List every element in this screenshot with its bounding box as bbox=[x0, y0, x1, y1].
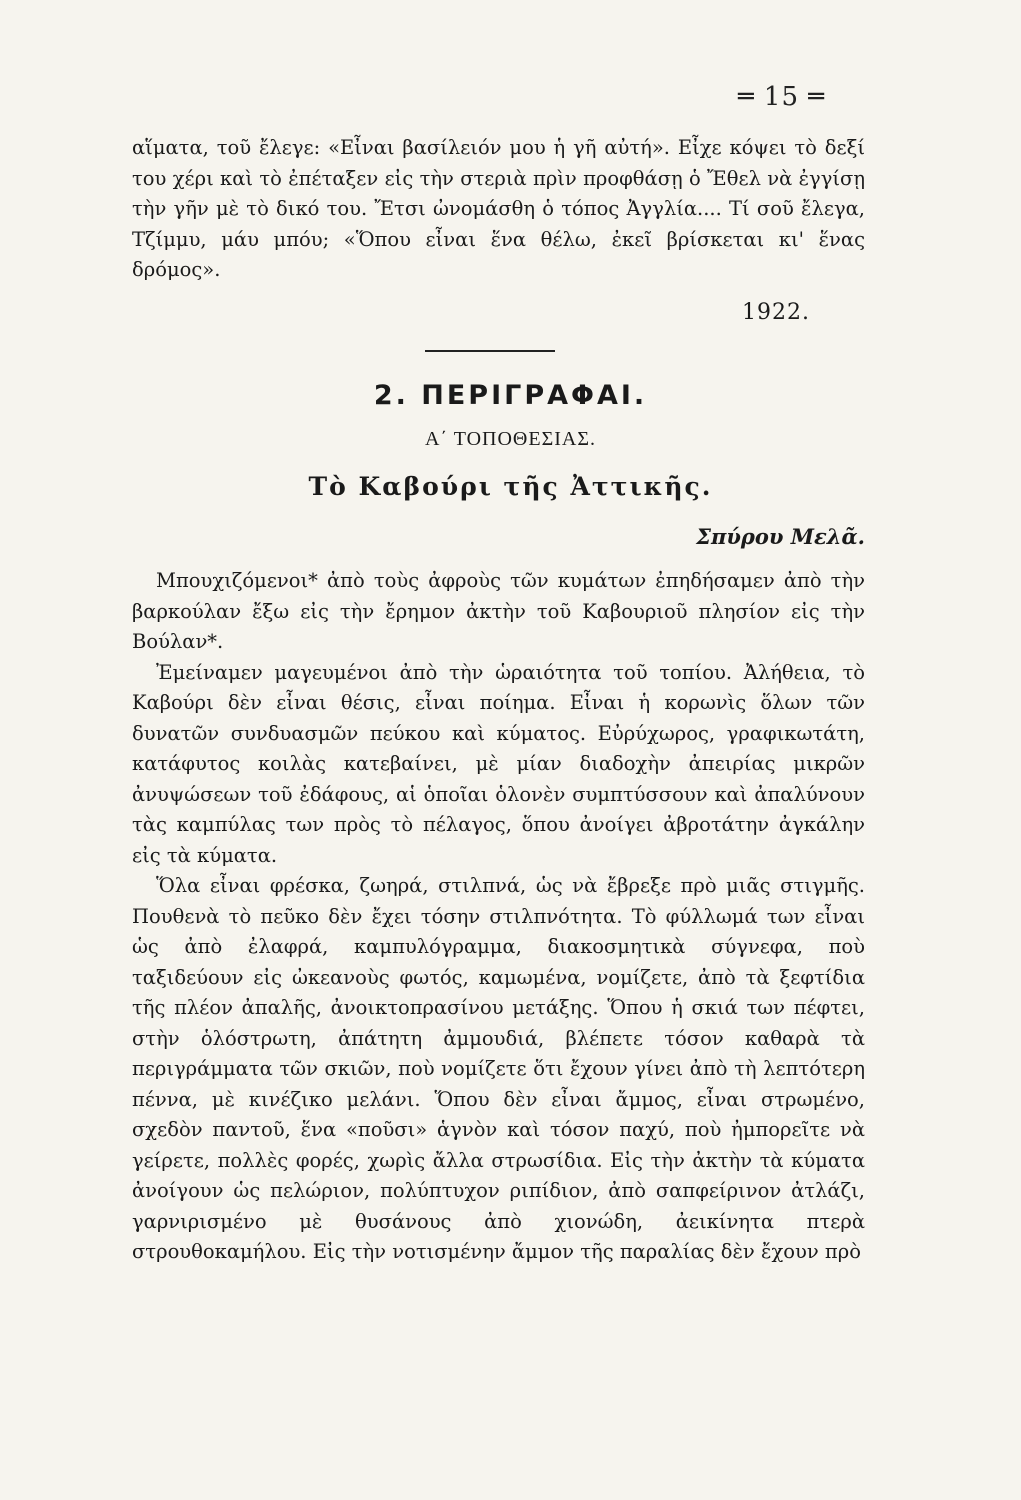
author-name: Σπύρου Μελᾶ. bbox=[696, 524, 865, 549]
body-paragraph: Ἐμείναμεν μαγευμένοι ἀπὸ τὴν ὡραιότητα τοῦ τοπίου. Ἀλήθεια, τὸ Καβούρι δὲν εἶναι θέσις, εἶναι ποίημα. Εἶναι ἡ κορωνὶς ὅλων τῶν δυνατῶν συνδυασμῶν πεύκου καὶ κύματος. Εὐρύχωρος, γραφικωτάτη, κατάφυτος κοιλὰς κατεβαίνει, μὲ μίαν διαδοχὴν ἀπειρίας μικρῶν ἀνυψώσεων τοῦ ἐδάφους, αἱ ὁποῖαι ὁλονὲν συμπτύσσουν καὶ ἀπαλύνουν τὰς καμπύλας των πρὸς τὸ πέλαγος, ὅπου ἀνοίγει ἀβροτάτην ἀγκάλην εἰς τὰ κύματα. bbox=[132, 660, 865, 867]
article-body bbox=[132, 566, 865, 1268]
body-paragraph: Ὅλα εἶναι φρέσκα, ζωηρά, στιλπνά, ὡς νὰ ἔβρεξε πρὸ μιᾶς στιγμῆς. Πουθενὰ τὸ πεῦκο δὲν ἔχει τόσην στιλπνότητα. Τὸ φύλλωμά των εἶναι ὡς ἀπὸ ἐλαφρά, καμπυλόγραμμα, διακοσμητικὰ σύγνεφα, ποὺ ταξιδεύουν εἰς ὠκεανοὺς φωτός, καμωμένα, νομίζετε, ἀπὸ τὰ ξεφτίδια τῆς πλέον ἀπαλῆς, ἀνοικτοπρασίνου μετάξης. Ὅπου ἡ σκιά των πέφτει, στὴν ὁλόστρωτη, ἀπάτητη ἀμμουδιά, βλέπετε τόσον καθαρὰ τὰ περιγράμματα τῶν σκιῶν, ποὺ νομίζετε ὅτι ἔχουν γίνει ἀπὸ τὴ λεπτότερη πέννα, μὲ κινέζικο μελάνι. Ὅπου δὲν εἶναι ἄμμος, εἶναι στρωμένο, σχεδὸν παντοῦ, ἕνα «ποῦσι» ἁγνὸν καὶ τόσον παχύ, ποὺ ἠμπορεῖτε νὰ γείρετε, πολλὲς φορές, χωρὶς ἄλλα στρωσίδια. Εἰς τὴν ἀκτὴν τὰ κύματα ἀνοίγουν ὡς πελώριον, πολύπτυχον ριπίδιον, ἀπὸ σαπφείρινον ἀτλάζι, γαρνιρισμένο μὲ θυσάνους ἀπὸ χιονώδη, ἀεικίνητα πτερὰ στρουθοκαμήλου. Εἰς τὴν νοτισμένην ἄμμον τῆς παραλίας δὲν ἔχουν πρὸ bbox=[132, 874, 865, 1263]
page-number: ═ 15 ═ bbox=[738, 82, 825, 112]
year-signature: 1922. bbox=[742, 300, 810, 325]
section-title: 2. ΠΕΡΙΓΡΑΦΑΙ. bbox=[373, 380, 648, 411]
subsection-title: Α΄ ΤΟΠΟΘΕΣΙΑΣ. bbox=[425, 428, 596, 450]
article-title: Τὸ Καβούρι τῆς Ἀττικῆς. bbox=[308, 472, 713, 501]
body-paragraph: Μπουχιζόμενοι* ἀπὸ τοὺς ἀφροὺς τῶν κυμάτων ἐπηδήσαμεν ἀπὸ τὴν βαρκούλαν ἔξω εἰς τὴν ἔρημον ἀκτὴν τοῦ Καβουριοῦ πλησίον εἰς τὴν Βούλαν*. bbox=[132, 569, 865, 653]
section-divider bbox=[425, 350, 555, 352]
intro-paragraph: αἵματα, τοῦ ἔλεγε: «Εἶναι βασίλειόν μου ἡ γῆ αὐτή». Εἶχε κόψει τὸ δεξί του χέρι καὶ τὸ ἐπέταξεν εἰς τὴν στεριὰ πρὶν προφθάσῃ ὁ Ἔθελ νὰ ἐγγίσῃ τὴν γῆν μὲ τὸ δικό του. Ἔτσι ὠνομάσθη ὁ τόπος Ἀγγλία.... Τί σοῦ ἔλεγα, Τζίμμυ, μάυ μπόυ; «Ὅπου εἶναι ἕνα θέλω, ἐκεῖ βρίσκεται κι' ἕνας δρόμος». bbox=[132, 136, 865, 281]
intro-text bbox=[132, 133, 865, 286]
